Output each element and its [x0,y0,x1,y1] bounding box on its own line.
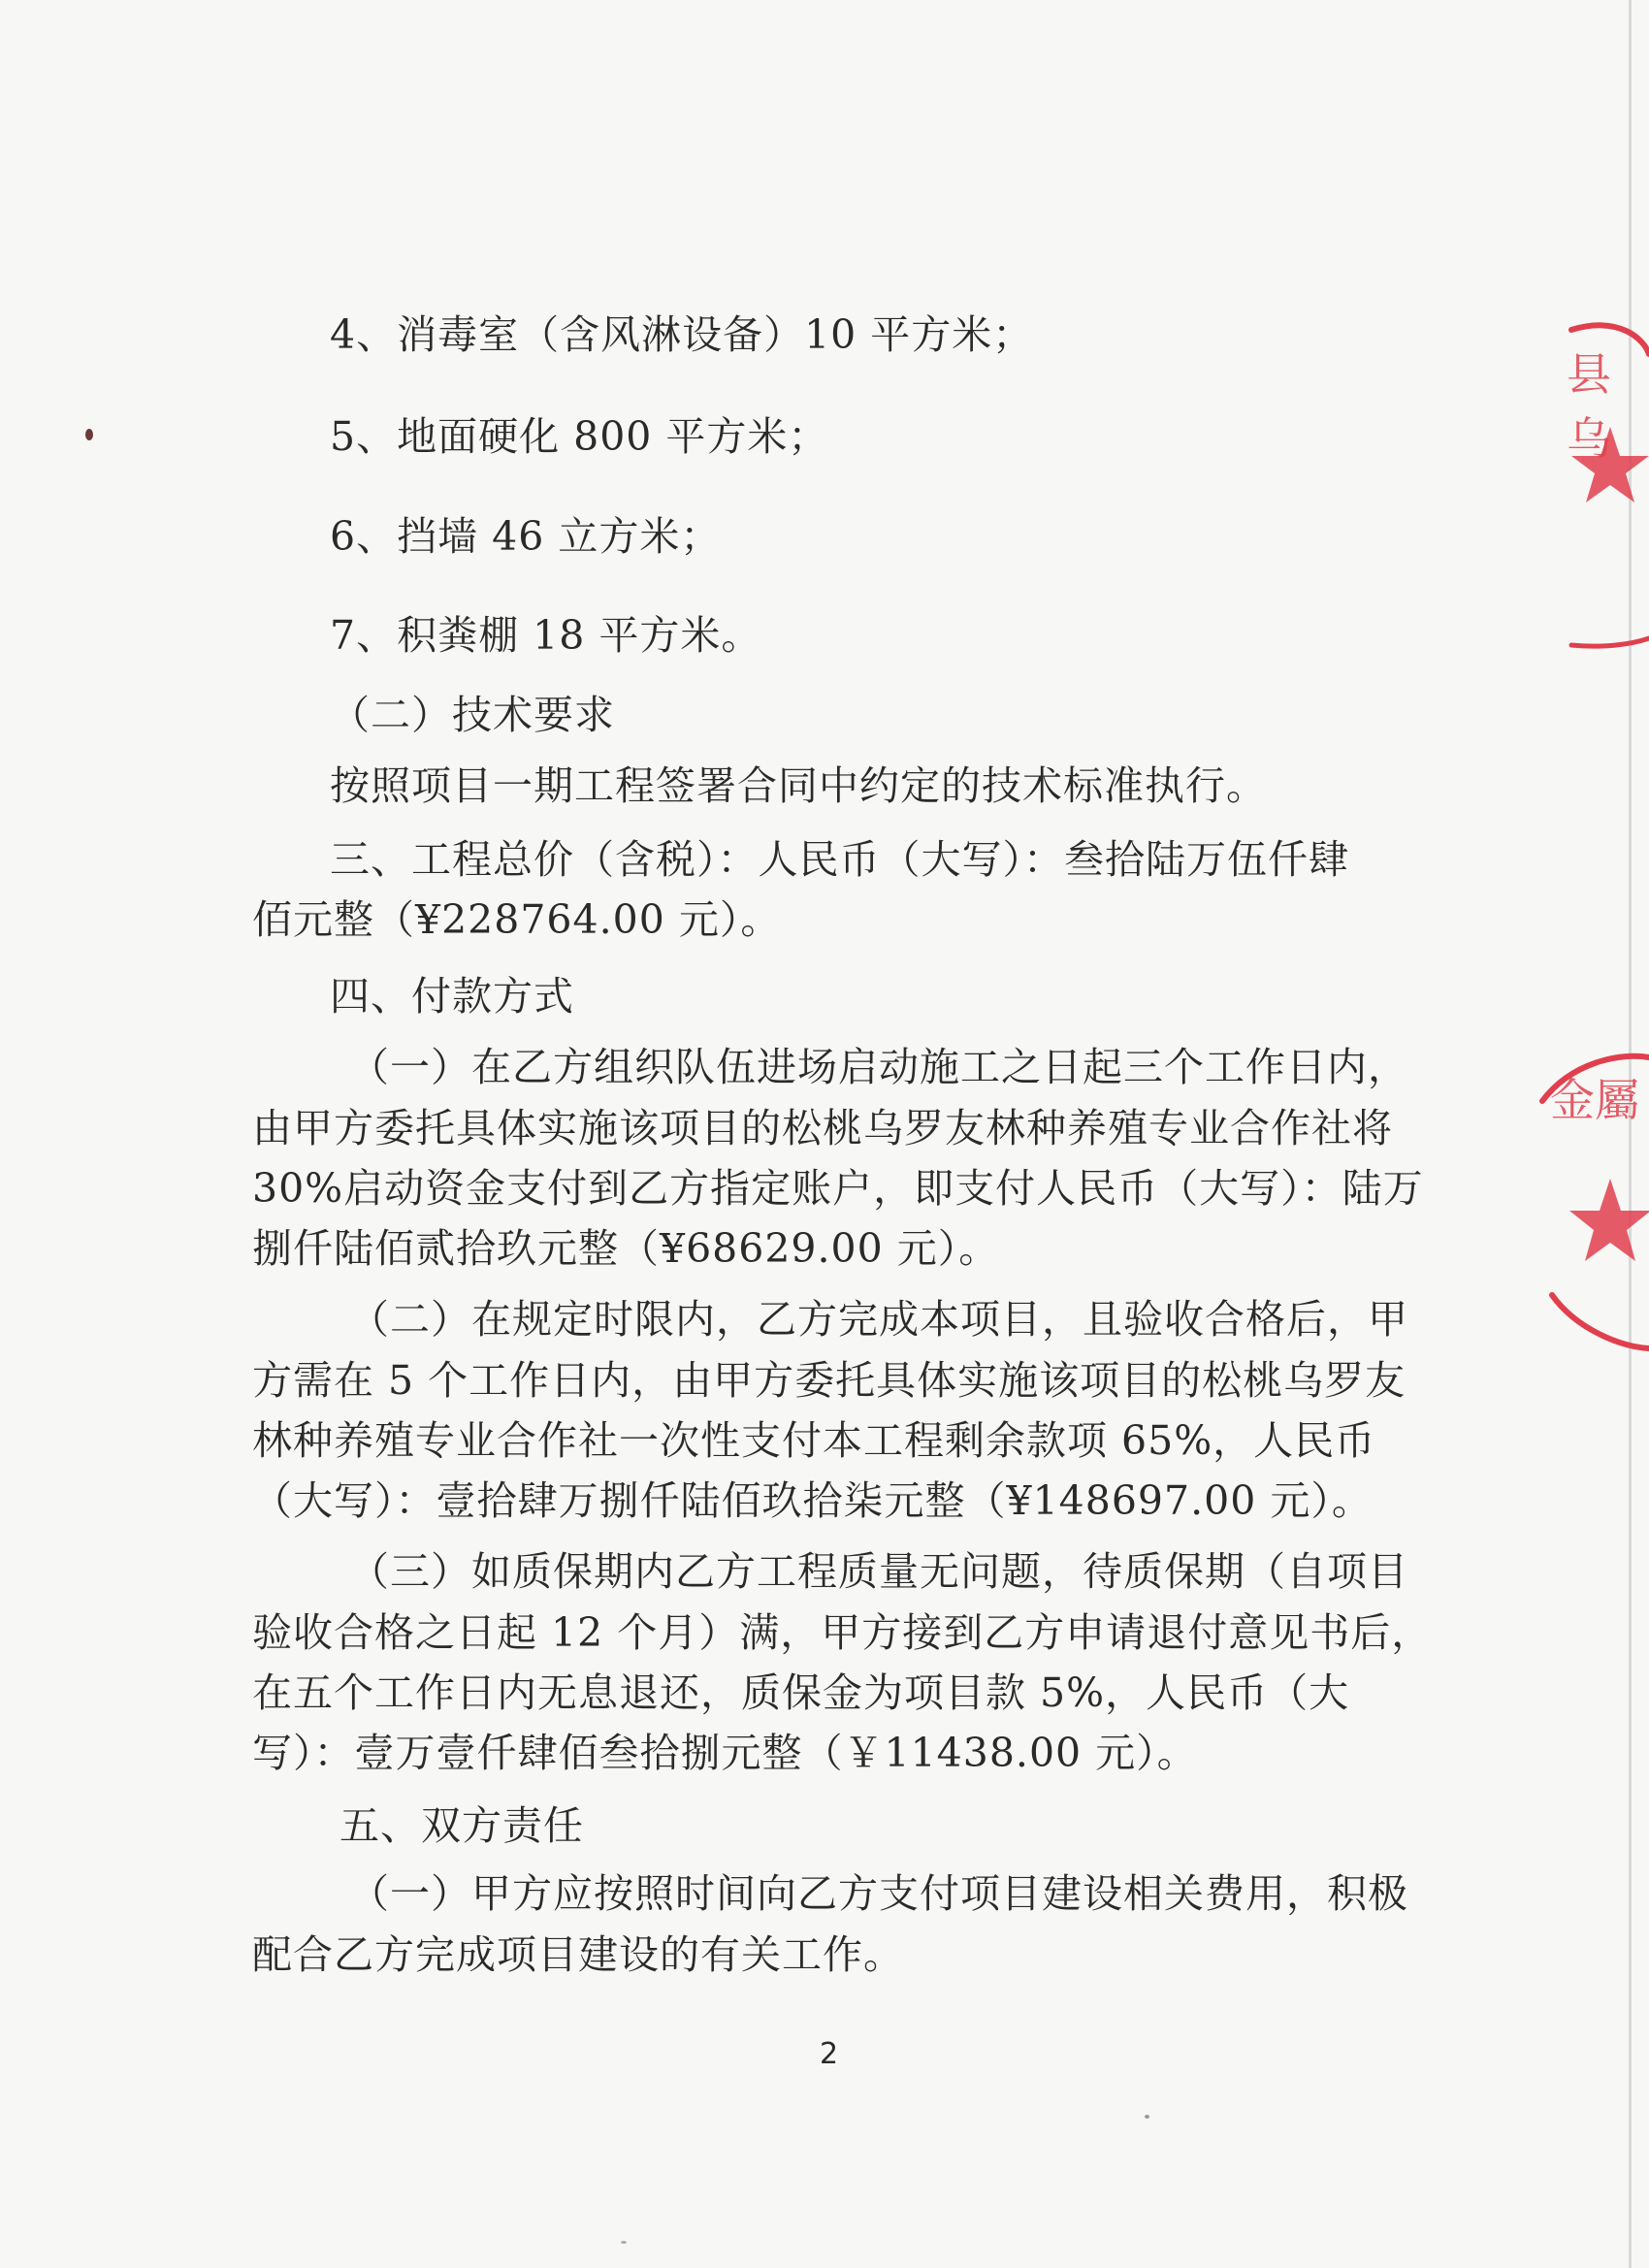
scan-speck [85,429,93,440]
text-line: （一）甲方应按照时间向乙方支付项目建设相关费用，积极 [349,1870,1408,1917]
text-line: 四、付款方式 [330,973,574,1020]
text-line: 按照项目一期工程签署合同中约定的技术标准执行。 [330,762,1267,809]
seal-stamp-top-text: 县乌 [1567,348,1611,465]
text-line: （二）在规定时限内，乙方完成本项目，且验收合格后，甲 [349,1296,1408,1343]
text-line: （三）如质保期内乙方工程质量无问题，待质保期（自项目 [349,1548,1408,1595]
text-line: （一）在乙方组织队伍进场启动施工之日起三个工作日内， [349,1044,1408,1090]
text-line: 三、工程总价（含税）：人民币（大写）：叁拾陆万伍仟肆 [330,836,1349,883]
text-line: 7、积粪棚 18 平方米。 [330,612,762,659]
text-line: 5、地面硬化 800 平方米； [330,413,829,460]
text-line: 6、挡墙 46 立方米； [330,513,722,560]
seal-stamp-middle-text: 金屬 [1550,1074,1639,1126]
scan-speck [1145,2115,1149,2119]
text-line: 在五个工作日内无息退还，质保金为项目款 5%，人民币（大 [252,1669,1350,1716]
text-line: 30%启动资金支付到乙方指定账户，即支付人民币（大写）：陆万 [252,1165,1424,1212]
text-line: 由甲方委托具体实施该项目的松桃乌罗友林种养殖专业合作社将 [252,1105,1393,1151]
scan-speck [621,2241,627,2244]
text-line: 五、双方责任 [340,1802,584,1849]
text-line: 捌仟陆佰贰拾玖元整（¥68629.00 元）。 [252,1225,1000,1272]
text-line: （二）技术要求 [330,692,615,738]
text-line: （大写）：壹拾肆万捌仟陆佰玖拾柒元整（¥148697.00 元）。 [252,1477,1373,1524]
page-number: 2 [820,2037,839,2071]
text-line: 林种养殖专业合作社一次性支付本工程剩余款项 65%，人民币 [252,1417,1376,1464]
text-line: 方需在 5 个工作日内，由甲方委托具体实施该项目的松桃乌罗友 [252,1357,1406,1404]
text-line: 4、消毒室（含风淋设备）10 平方米； [330,311,1034,358]
text-line: 配合乙方完成项目建设的有关工作。 [252,1931,904,1978]
text-line: 验收合格之日起 12 个月）满，甲方接到乙方申请退付意见书后， [252,1609,1433,1656]
text-line: 写）：壹万壹仟肆佰叁拾捌元整（￥11438.00 元）。 [252,1730,1198,1776]
text-line: 佰元整（¥228764.00 元）。 [252,896,782,943]
